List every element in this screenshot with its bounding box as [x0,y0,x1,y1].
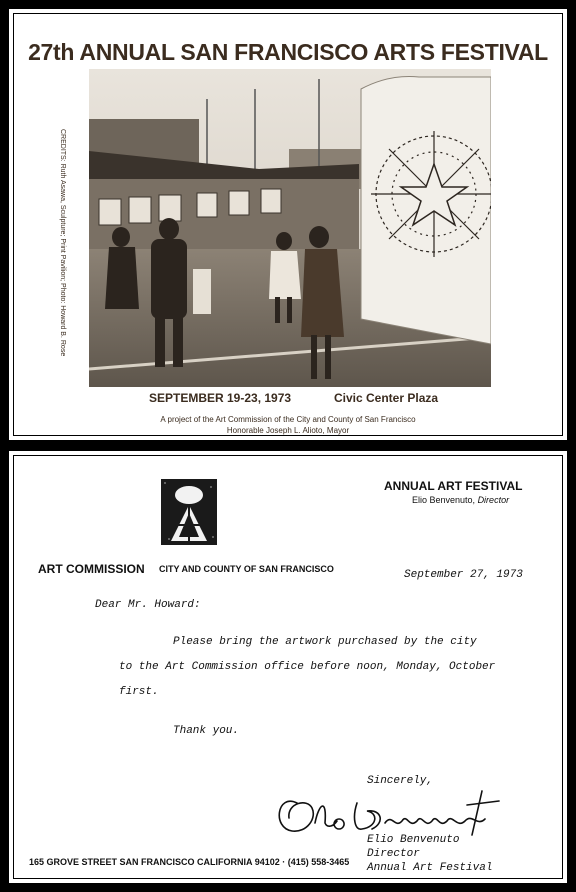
salutation: Dear Mr. Howard: [95,599,201,611]
plaza-scene-illustration [89,69,491,387]
signer-title: Director [367,848,420,860]
festival-location: Civic Center Plaza [334,391,439,405]
thanks-line: Thank you. [173,725,240,737]
signer-name: Elio Benvenuto [367,834,460,846]
director-name: Elio Benvenuto, [412,495,476,505]
festival-director [412,495,509,505]
art-commission-logo-icon [161,479,217,545]
letter-panel [6,448,570,886]
closing: Sincerely, [367,775,434,787]
poster-title: 27th ANNUAL SAN FRANCISCO ARTS FESTIVAL [28,39,548,65]
letter-date: September 27, 1973 [404,569,523,581]
project-line: A project of the Art Commission of the City and County of San Francisco [160,415,416,424]
body-line-1: Please bring the artwork purchased by the city [173,636,477,648]
festival-heading: ANNUAL ART FESTIVAL [384,479,523,493]
festival-dates: SEPTEMBER 19-23, 1973 [149,391,292,405]
commission-name: ART COMMISSION [38,562,145,576]
commission-sub: CITY AND COUNTY OF SAN FRANCISCO [159,564,334,574]
director-title: Director [477,495,510,505]
signer-org: Annual Art Festival [367,862,493,874]
body-line-2: to the Art Commission office before noon, Monday, October [119,661,496,673]
mayor-line: Honorable Joseph L. Alioto, Mayor [226,426,350,435]
festival-photo [89,69,491,387]
festival-poster [6,6,570,443]
photo-credits: CREDITS: Ruth Asawa, Sculpture; Print Pavilion; Photo: Howard B. Rose [59,129,66,357]
body-line-3: first. [119,686,159,698]
commission-address: 165 GROVE STREET SAN FRANCISCO CALIFORNIA 94102 · (415) 558-3465 [29,857,350,867]
